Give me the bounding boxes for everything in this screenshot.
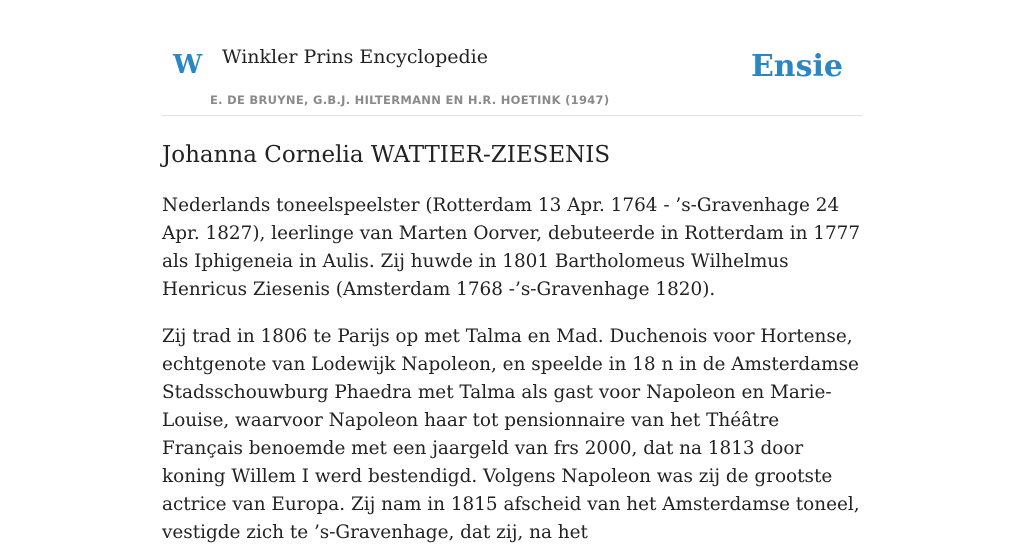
article-paragraph-2: Zij trad in 1806 te Parijs op met Talma en Mad. Duchenois voor Hortense, echtgenote van Lodewijk Napoleon, en speelde in 18 n in de Amsterdamse Stadsschouwburg Phaedra met Talma als gast voor Napoleon en Marie-Louise, waarvoor Napoleon haar tot pensionnaire van het Théâtre Français benoemde met een jaargeld van frs 2000, dat na 1813 door koning Willem I werd bestendigd. Volgens Napoleon was zij de grootste actrice van Europa. Zij nam in 1815 afscheid van het Amsterdamse toneel, vestigde zich te ’s-Gravenhage, dat zij, na het (162, 325, 860, 543)
site-header (162, 0, 862, 116)
page-content (162, 0, 862, 547)
article-paragraph-1: Nederlands toneelspeelster (Rotterdam 13 Apr. 1764 - ’s-Gravenhage 24 Apr. 1827), leerlinge van Marten Oorver, debuteerde in Rotterdam in 1777 als Iphigeneia in Aulis. Zij huwde in 1801 Bartholomeus Wilhelmus Henricus Ziesenis (Amsterdam 1768 -’s-Gravenhage 1820). (162, 194, 861, 300)
publication-title[interactable]: Winkler Prins Encyclopedie (222, 46, 488, 68)
ensie-brand-logo[interactable]: Ensie (750, 49, 843, 84)
article-title: Johanna Cornelia WATTIER-ZIESENIS (162, 142, 611, 168)
publication-logo-icon[interactable]: W (173, 50, 203, 80)
publication-authors: E. DE BRUYNE, G.B.J. HILTERMANN EN H.R. HOETINK (1947) (210, 93, 610, 107)
